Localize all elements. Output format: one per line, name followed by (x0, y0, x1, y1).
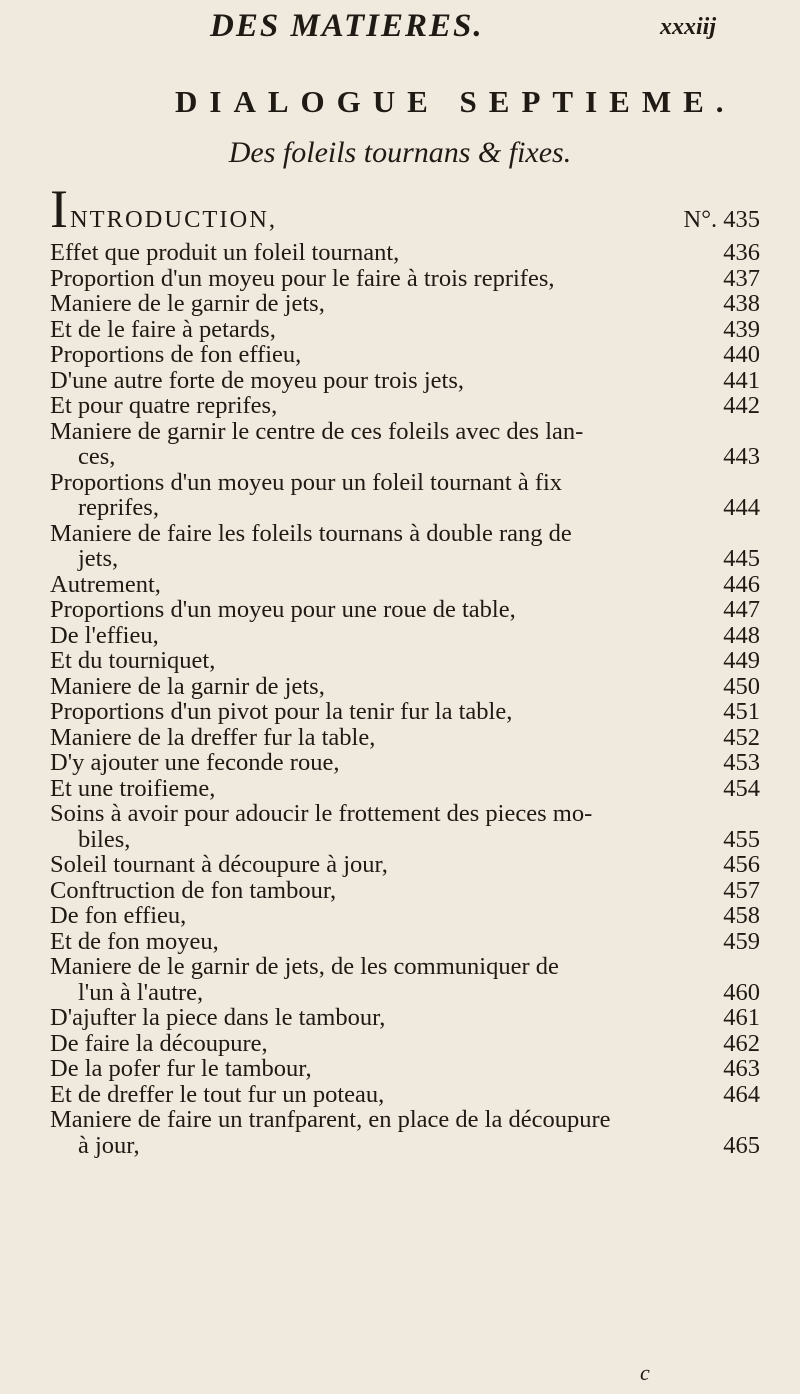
toc-entry-number: 447 (723, 596, 760, 623)
toc-entry (50, 699, 760, 725)
toc-entry-text: jets, (78, 545, 119, 572)
toc-entry-text: à jour, (78, 1131, 140, 1159)
toc-header-row (50, 179, 760, 240)
toc-entry-text: De fon effieu, (50, 902, 187, 929)
signature-mark: c (640, 1360, 650, 1385)
toc-entries (50, 240, 760, 1158)
toc-entry-text: Soleil tournant à découpure à jour, (50, 851, 388, 878)
toc-entry-number: 439 (723, 315, 760, 343)
toc-entry-number: 451 (723, 698, 760, 725)
toc-entry-line (50, 1031, 760, 1057)
toc-entry (50, 1005, 760, 1031)
toc-entry-text: Conftruction de fon tambour, (50, 876, 337, 904)
toc-entry-text: Maniere de faire les foleils tournans à double rang de (50, 519, 572, 547)
toc-entry-text: Et de le faire à petards, (50, 315, 276, 343)
toc-entry-text: Proportions d'un pivot pour la tenir fur la table, (50, 698, 513, 725)
toc-entry-number: 456 (723, 851, 760, 878)
toc-entry-number: 453 (723, 749, 760, 776)
toc-entry-number: 438 (723, 290, 760, 317)
dialogue-title: DIALOGUE SEPTIEME. (175, 84, 736, 119)
toc-entry (50, 750, 760, 776)
toc-entry (50, 623, 760, 649)
toc-entry (50, 1056, 760, 1082)
toc-entry-line (50, 597, 760, 623)
drop-cap: I (50, 179, 70, 239)
toc-entry-number: 446 (723, 570, 760, 598)
toc-entry-text: Maniere de le garnir de jets, (50, 290, 325, 317)
toc-entry-text: Et une troifieme, (50, 774, 216, 802)
toc-entry-line (50, 444, 760, 470)
toc-entry-line (50, 368, 760, 394)
toc-entry-line (50, 750, 760, 776)
toc-entry-number: 457 (723, 876, 760, 904)
toc-entry (50, 878, 760, 904)
toc-entry-number: 448 (723, 621, 760, 649)
toc-entry-number: 436 (723, 239, 760, 266)
toc-entry-text: Maniere de faire un tranfparent, en place de la découpure (50, 1106, 611, 1133)
toc-entry (50, 648, 760, 674)
toc-entry (50, 852, 760, 878)
toc-entry-text: l'un à l'autre, (78, 978, 204, 1006)
toc-entry-line (50, 1133, 760, 1159)
toc-entry-number: 465 (723, 1131, 760, 1159)
toc-entry (50, 317, 760, 343)
toc-entry-line (50, 852, 760, 878)
toc-entry-line (50, 903, 760, 929)
toc-entry-line (50, 1107, 760, 1133)
toc-entry-line (50, 699, 760, 725)
toc-entry-line (50, 980, 760, 1006)
toc-entry-text: Maniere de garnir le centre de ces foleils avec des lan- (50, 417, 584, 445)
toc-entry-text: Et de fon moyeu, (50, 927, 219, 955)
toc-entry-line (50, 546, 760, 572)
toc-entry-line (50, 776, 760, 802)
toc-entry-text: Et pour quatre reprifes, (50, 392, 278, 419)
toc-entry-number: 454 (723, 774, 760, 802)
toc-entry (50, 929, 760, 955)
toc-entry-number: 440 (723, 341, 760, 368)
toc-entry-text: Soins à avoir pour adoucir le frottement des pieces mo- (50, 800, 593, 827)
toc-entry-number: 445 (723, 545, 760, 572)
toc-entry-number: 437 (723, 264, 760, 292)
toc-entry-text: D'ajufter la piece dans le tambour, (50, 1004, 386, 1031)
toc-entry-line (50, 623, 760, 649)
toc-entry (50, 597, 760, 623)
toc-entry-line (50, 929, 760, 955)
toc-entry (50, 393, 760, 419)
introduction-heading (50, 179, 278, 239)
toc-entry-line (50, 317, 760, 343)
toc-entry-line (50, 827, 760, 853)
toc-entry-number: 458 (723, 902, 760, 929)
toc-entry-line (50, 266, 760, 292)
toc-entry-text: Et du tourniquet, (50, 647, 216, 674)
toc-entry (50, 470, 760, 521)
toc-entry (50, 954, 760, 1005)
toc-entry-line (50, 393, 760, 419)
toc-entry-line (50, 801, 760, 827)
introduction-heading-text: NTRODUCTION, (69, 206, 278, 233)
toc-entry-line (50, 674, 760, 700)
toc-entry-line (50, 342, 760, 368)
toc-entry-text: Proportion d'un moyeu pour le faire à trois reprifes, (50, 264, 555, 292)
toc-entry-number: 455 (723, 825, 760, 853)
toc-entry-line (50, 495, 760, 521)
toc-entry-line (50, 470, 760, 496)
toc-entry-text: Proportions d'un moyeu pour une roue de table, (50, 596, 516, 623)
toc-entry (50, 1031, 760, 1057)
toc-entry (50, 725, 760, 751)
toc-entry-line (50, 521, 760, 547)
toc-entry-line (50, 1082, 760, 1108)
toc-entry-number: 443 (723, 443, 760, 470)
toc-entry (50, 903, 760, 929)
toc-entry (50, 291, 760, 317)
toc-entry-text: Maniere de la garnir de jets, (50, 672, 325, 700)
toc-entry (50, 572, 760, 598)
toc-entry-number: 452 (723, 723, 760, 751)
toc-entry-text: De la pofer fur le tambour, (50, 1055, 312, 1082)
toc-entry-text: biles, (78, 825, 131, 853)
toc-entry-number: 462 (723, 1029, 760, 1057)
toc-entry (50, 1107, 760, 1158)
section-subtitle: Des foleils tournans & fixes. (228, 136, 572, 169)
toc-entry-number: 459 (723, 927, 760, 955)
toc-entry-line (50, 954, 760, 980)
toc-entry (50, 266, 760, 292)
toc-entry-line (50, 291, 760, 317)
toc-entry-text: Et de dreffer le tout fur un poteau, (50, 1080, 385, 1108)
toc-number-heading: N°. 435 (683, 206, 760, 233)
toc-entry-line (50, 878, 760, 904)
toc-entry-line (50, 572, 760, 598)
toc-entry-line (50, 1056, 760, 1082)
toc-entry-text: reprifes, (78, 494, 159, 521)
toc-entry (50, 1082, 760, 1108)
running-head (210, 8, 716, 45)
toc-entry-text: Maniere de la dreffer fur la table, (50, 723, 376, 751)
toc-entry-number: 441 (723, 366, 760, 394)
toc-entry-text: Proportions d'un moyeu pour un foleil tournant à fix (50, 468, 563, 496)
toc-entry-number: 450 (723, 672, 760, 700)
toc-entry (50, 521, 760, 572)
toc-entry-text: D'une autre forte de moyeu pour trois jets, (50, 366, 464, 394)
toc-entry (50, 240, 760, 266)
toc-entry-line (50, 1005, 760, 1031)
toc-entry-text: Effet que produit un foleil tournant, (50, 239, 400, 266)
toc-entry (50, 342, 760, 368)
toc-entry (50, 368, 760, 394)
toc-entry-text: Proportions de fon effieu, (50, 341, 302, 368)
toc-entry (50, 674, 760, 700)
toc-entry (50, 419, 760, 470)
toc-entry-line (50, 648, 760, 674)
toc-entry-text: Autrement, (50, 570, 161, 598)
toc-entry-number: 449 (723, 647, 760, 674)
toc-entry-number: 461 (723, 1004, 760, 1031)
toc-entry-text: ces, (78, 443, 116, 470)
toc-entry-number: 460 (723, 978, 760, 1006)
table-of-contents (50, 179, 760, 1159)
toc-entry-line (50, 725, 760, 751)
toc-entry-line (50, 419, 760, 445)
toc-entry (50, 801, 760, 852)
toc-entry-text: Maniere de le garnir de jets, de les communiquer de (50, 953, 559, 980)
toc-entry (50, 776, 760, 802)
toc-entry-number: 444 (723, 494, 760, 521)
toc-entry-text: De l'effieu, (50, 621, 159, 649)
toc-entry-number: 442 (723, 392, 760, 419)
toc-entry-text: De faire la découpure, (50, 1029, 268, 1057)
toc-entry-line (50, 240, 760, 266)
toc-entry-text: D'y ajouter une feconde roue, (50, 749, 340, 776)
page-folio: xxxiij (659, 14, 716, 40)
toc-entry-number: 464 (723, 1080, 760, 1108)
running-head-title: DES MATIERES. (210, 8, 484, 44)
toc-entry-number: 463 (723, 1055, 760, 1082)
